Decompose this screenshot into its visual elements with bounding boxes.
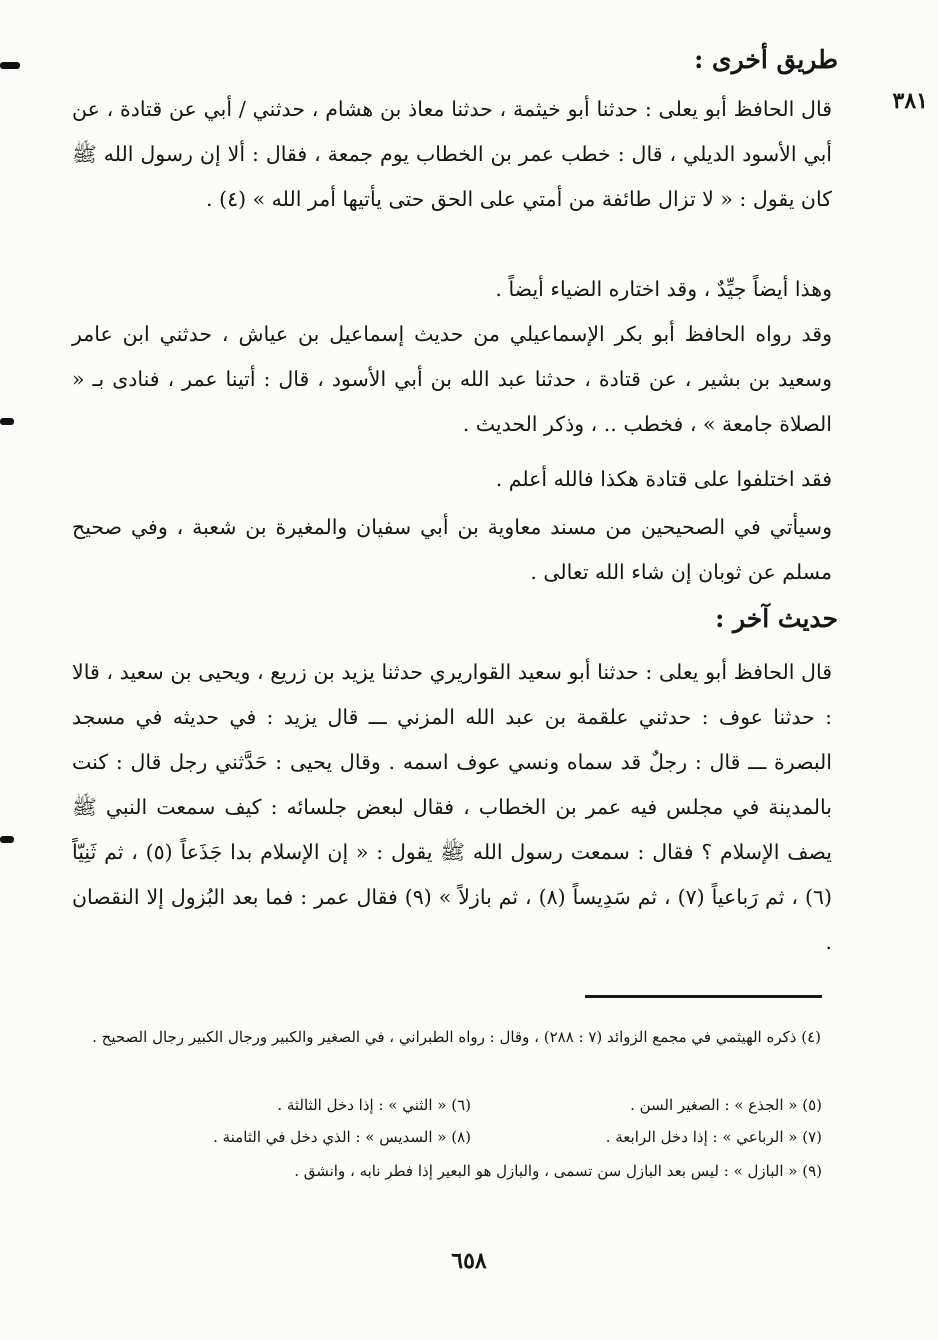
footnote-row-5-6 bbox=[120, 1092, 822, 1119]
section-heading-another-hadith: حديث آخر : bbox=[715, 604, 838, 633]
paragraph-ismaili-chain: وقد رواه الحافظ أبو بكر الإسماعيلي من حديث إسماعيل بن عياش ، حدثني ابن عامر وسعيد بن بشير ، عن قتادة ، حدثنا عبد الله بن أبي الأسود ، قال : أتينا عمر ، فنادى بـ « الصلاة جامعة » ، فخطب .. ، وذكر الحديث . bbox=[72, 322, 832, 436]
footnote-6: (٦) « الثني » : إذا دخل الثالثة . bbox=[277, 1096, 471, 1114]
paragraph-islam-stages-hadith: قال الحافظ أبو يعلى : حدثنا أبو سعيد القواريري حدثنا يزيد بن زريع ، ويحيى بن سعيد ، قالا : حدثنا عوف : حدثني علقمة بن عبد الله المزني ـــ قال يزيد : في حديثه في مسجد البصرة ـــ قال : رجلٌ قد سماه ونسي عوف اسمه . وقال يحيى : حَدَّثني رجل قال : كنت بالمدينة في مجلس فيه عمر بن الخطاب ، فقال لبعض جلسائه : كيف سمعت النبي ﷺ يصف الإسلام ؟ فقال : سمعت رسول الله ﷺ يقول : « إن الإسلام بدا جَذَعاً (٥) ، ثم ثَنِيّاً (٦) ، ثم رَباعياً (٧) ، ثم سَدِيساً (٨) ، ثم بازلاً » (٩) فقال عمر : فما بعد البُزول إلا النقصان . bbox=[72, 660, 832, 954]
paragraph-sahihayn-reference: وسيأتي في الصحيحين من مسند معاوية بن أبي سفيان والمغيرة بن شعبة ، وفي صحيح مسلم عن ثوبان إن شاء الله تعالى . bbox=[72, 515, 832, 584]
hadith-number: ٣٨١ bbox=[892, 88, 928, 114]
footnote-4: (٤) ذكره الهيثمي في مجمع الزوائد (٧ : ٢٨٨) ، وقال : رواه الطبراني ، في الصغير والكبير ورجال الكبير رجال الصحيح . bbox=[92, 1028, 821, 1046]
page-number: ٦٥٨ bbox=[451, 1248, 487, 1274]
paragraph-grading: وهذا أيضاً جيِّدٌ ، وقد اختاره الضياء أيضاً . bbox=[495, 277, 832, 301]
paragraph-abu-yala-chain: قال الحافظ أبو يعلى : حدثنا أبو خيثمة ، حدثنا معاذ بن هشام ، حدثني / أبي عن قتادة ، عن أبي الأسود الديلي ، قال : خطب عمر بن الخطاب يوم جمعة ، فقال : ألا إن رسول الله ﷺ كان يقول : « لا تزال طائفة من أمتي على الحق حتى يأتيها أمر الله » (٤) . bbox=[72, 97, 832, 211]
footnote-9: (٩) « البازل » : ليس بعد البازل سن تسمى ، والبازل هو البعير إذا فطر نابه ، وانشق . bbox=[294, 1162, 822, 1180]
section-heading-another-path: طريق أخرى : bbox=[694, 45, 838, 74]
scan-edge-mark-lower bbox=[0, 836, 14, 843]
footnote-8: (٨) « السديس » : الذي دخل في الثامنة . bbox=[213, 1128, 471, 1146]
footnote-row-7-8 bbox=[120, 1124, 822, 1151]
paragraph-qatada-difference: فقد اختلفوا على قتادة هكذا فالله أعلم . bbox=[495, 467, 832, 491]
scan-edge-mark-top bbox=[0, 62, 20, 69]
scan-edge-mark-middle bbox=[0, 418, 14, 425]
footnote-separator bbox=[585, 995, 822, 998]
footnote-7: (٧) « الرباعي » : إذا دخل الرابعة . bbox=[605, 1128, 822, 1146]
footnote-5: (٥) « الجذع » : الصغير السن . bbox=[630, 1096, 822, 1114]
